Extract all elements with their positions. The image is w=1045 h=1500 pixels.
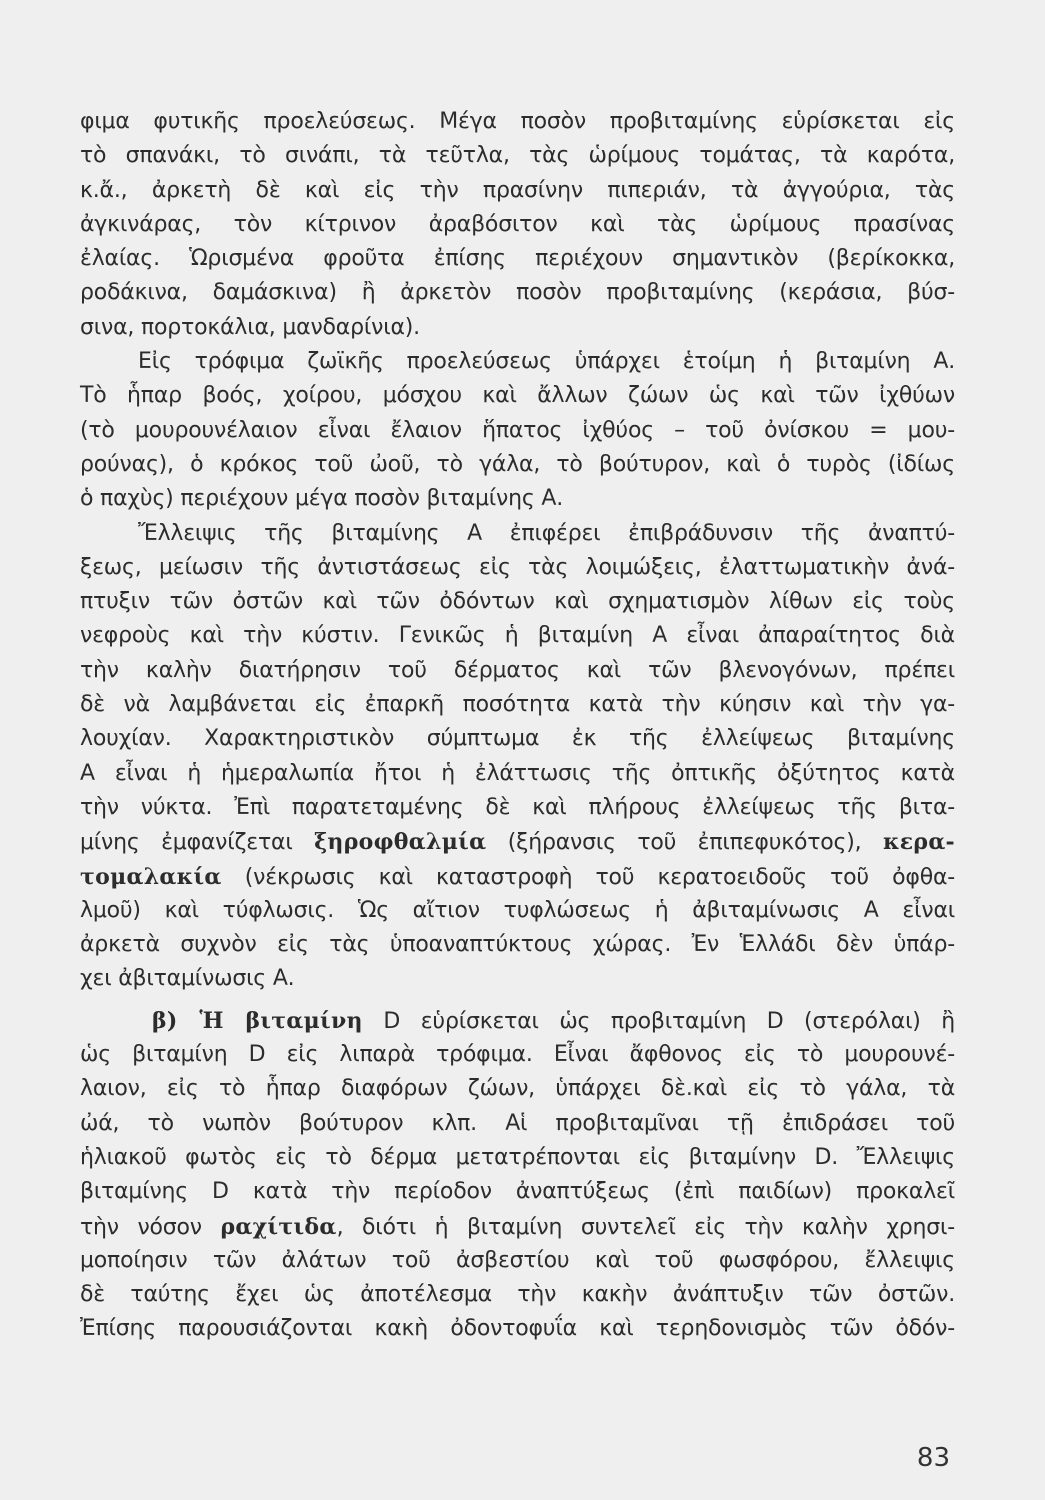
body-text [80,105,955,1347]
text-line: χει ἀβιταμίνωσις Α. [80,966,295,992]
text-line: τὸ σπανάκι, τὸ σινάπι, τὰ τεῦτλα, τὰς ὡρίμους τομάτας, τὰ καρότα, [80,143,955,169]
text-line: ἡλιακοῦ φωτὸς εἰς τὸ δέρμα μετατρέπονται εἰς βιταμίνην D. Ἔλλειψις [80,1144,955,1170]
text-run: , διότι ἡ βιταμίνη συντελεῖ εἰς τὴν καλὴν χρησι- [336,1214,955,1240]
text-line: μοποίησιν τῶν ἀλάτων τοῦ ἀσβεστίου καὶ τοῦ φωσφόρου, ἔλλειψις [80,1247,955,1273]
text-line: τὴν καλὴν διατήρησιν τοῦ δέρματος καὶ τῶν βλενογόνων, πρέπει [80,657,955,683]
text-line [80,1210,955,1244]
text-line: (τὸ μουρουνέλαιον εἶναι ἔλαιον ἥπατος ἰχθύος – τοῦ ὀνίσκου = μου- [80,417,955,443]
text-run: (νέκρωσις καὶ καταστροφὴ τοῦ κερατοειδοῦς τοῦ ὀφθα- [221,864,955,890]
text-line: ἀγκινάρας, τὸν κίτρινον ἀραβόσιτον καὶ τὰς ὡρίμους πρασίνας [80,211,955,237]
text-line: λαιον, εἰς τὸ ἧπαρ διαφόρων ζώων, ὑπάρχει δὲ.καὶ εἰς τὸ γάλα, τὰ [80,1076,955,1102]
text-line: ὡς βιταμίνη D εἰς λιπαρὰ τρόφιμα. Εἶναι ἄφθονος εἰς τὸ μουρουνέ- [80,1042,955,1068]
bold-term-rickets: ραχίτιδα [220,1213,337,1240]
text-line: δὲ ταύτης ἔχει ὡς ἀποτέλεσμα τὴν κακὴν ἀνάπτυξιν τῶν ὀστῶν. [80,1282,955,1308]
text-line: ξεως, μείωσιν τῆς ἀντιστάσεως εἰς τὰς λοιμώξεις, ἐλαττωματικὴν ἀνά- [80,554,955,580]
text-line: λουχίαν. Χαρακτηριστικὸν σύμπτωμα ἐκ τῆς ἐλλείψεως βιταμίνης [80,726,955,752]
text-line: κ.ἄ., ἀρκετὴ δὲ καὶ εἰς τὴν πρασίνην πιπεριάν, τὰ ἀγγούρια, τὰς [80,177,955,203]
text-run: μίνης ἐμφανίζεται [80,830,315,856]
text-line: πτυξιν τῶν ὀστῶν καὶ τῶν ὀδόντων καὶ σχηματισμὸν λίθων εἰς τοὺς [80,589,955,615]
text-line: λμοῦ) καὶ τύφλωσις. Ὡς αἴτιον τυφλώσεως ἡ ἀβιταμίνωσις Α εἶναι [80,897,955,923]
bold-term-keratomalacia-start: κερα- [882,829,955,856]
text-line [80,860,955,894]
page-number: 83 [916,1443,950,1473]
section-heading-line [80,1004,955,1038]
text-line: ροδάκινα, δαμάσκινα) ἢ ἀρκετὸν ποσὸν προβιταμίνης (κεράσια, βύσ- [80,280,955,306]
text-line [80,825,955,859]
bold-term-keratomalacia-end: τομαλακία [80,863,222,890]
text-run: (ξήρανσις τοῦ ἐπιπεφυκότος), [486,830,883,856]
text-line: φιμα φυτικῆς προελεύσεως. Μέγα ποσὸν προβιταμίνης εὑρίσκεται εἰς [80,109,955,134]
text-line: Ἔλλειψις τῆς βιταμίνης Α ἐπιφέρει ἐπιβράδυνσιν τῆς ἀναπτύ- [138,520,955,546]
text-run: D εὑρίσκεται ὡς προβιταμίνη D (στερόλαι) ἢ [362,1008,956,1034]
text-line: Εἰς τρόφιμα ζωϊκῆς προελεύσεως ὑπάρχει ἑτοίμη ἡ βιταμίνη Α. [138,349,955,375]
text-line: ὁ παχὺς) περιέχουν μέγα ποσὸν βιταμίνης Α. [80,486,563,512]
text-line: ἀρκετὰ συχνὸν εἰς τὰς ὑποαναπτύκτους χώρας. Ἐν Ἑλλάδι δὲν ὑπάρ- [80,932,955,958]
text-line: τὴν νύκτα. Ἐπὶ παρατεταμένης δὲ καὶ πλήρους ἐλλείψεως τῆς βιτα- [80,794,955,820]
text-line: Α εἶναι ἡ ἡμεραλωπία ἤτοι ἡ ἐλάττωσις τῆς ὀπτικῆς ὀξύτητος κατὰ [80,760,955,786]
text-line: Ἐπίσης παρουσιάζονται κακὴ ὀδοντοφυΐα καὶ τερηδονισμὸς τῶν ὀδόν- [80,1316,955,1342]
text-line: ἐλαίας. Ὡρισμένα φροῦτα ἐπίσης περιέχουν σημαντικὸν (βερίκοκκα, [80,246,955,272]
text-line: σινα, πορτοκάλια, μανδαρίνια). [80,314,420,340]
text-run: τὴν νόσον [80,1214,221,1240]
text-line: ὠά, τὸ νωπὸν βούτυρον κλπ. Αἱ προβιταμῖναι τῇ ἐπιδράσει τοῦ [80,1110,955,1136]
text-line: νεφροὺς καὶ τὴν κύστιν. Γενικῶς ἡ βιταμίνη Α εἶναι ἀπαραίτητος διὰ [80,623,955,649]
text-line: ρούνας), ὁ κρόκος τοῦ ὠοῦ, τὸ γάλα, τὸ βούτυρον, καὶ ὁ τυρὸς (ἰδίως [80,451,955,477]
text-line: βιταμίνης D κατὰ τὴν περίοδον ἀναπτύξεως (ἐπὶ παιδίων) προκαλεῖ [80,1179,955,1205]
text-line: Τὸ ἧπαρ βοός, χοίρου, μόσχου καὶ ἄλλων ζώων ὡς καὶ τῶν ἰχθύων [80,383,955,409]
bold-term-xerophthalmia: ξηροφθαλμία [314,829,487,856]
section-heading-vitamin-d: β) Ἡ βιταμίνη [152,1007,363,1034]
text-line: δὲ νὰ λαμβάνεται εἰς ἐπαρκῆ ποσότητα κατὰ τὴν κύησιν καὶ τὴν γα- [80,692,955,718]
